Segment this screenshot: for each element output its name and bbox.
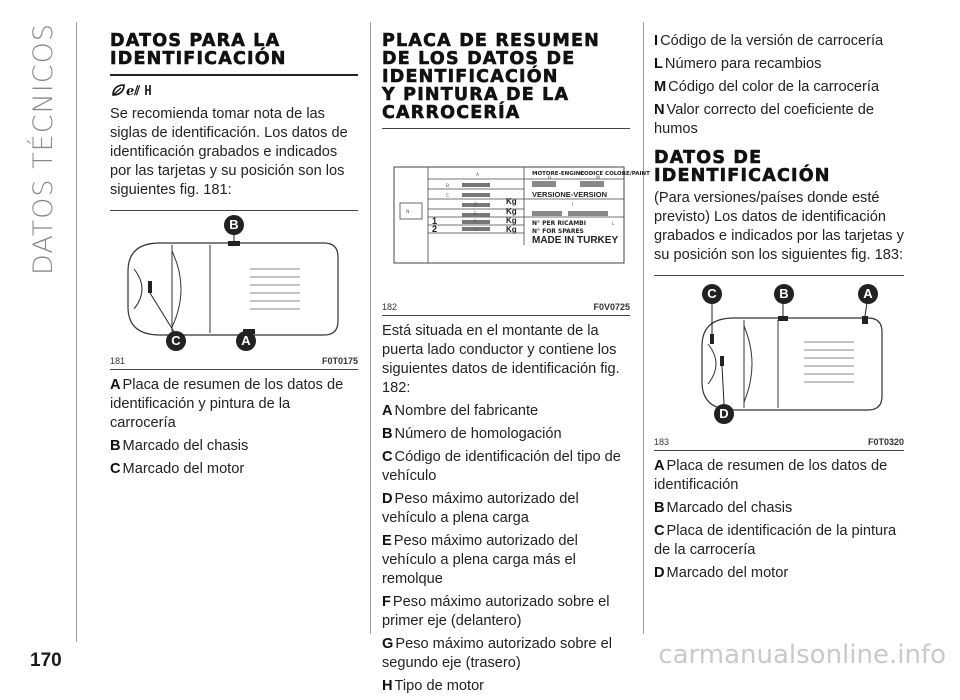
callout-badge: B	[224, 215, 244, 235]
callout-badge: B	[774, 284, 794, 304]
figure-181	[110, 210, 358, 370]
callout-badge: D	[714, 404, 734, 424]
column-divider	[643, 22, 644, 634]
heading-line: DATOS PARA LA	[110, 31, 281, 51]
heading-line: PLACA DE RESUMEN	[382, 31, 601, 51]
svg-text:ℯ⫽: ℯ⫽	[126, 84, 141, 99]
list-item: A Placa de resumen de los datos de identificación	[654, 458, 888, 493]
callout-badge: C	[166, 331, 186, 351]
plate-field-letter: F	[474, 220, 477, 225]
list-item: E Peso máximo autorizado del vehículo a plena carga más el remolque	[382, 533, 578, 587]
list-item: H Tipo de motor	[382, 678, 485, 694]
intro-paragraph: Está situada en el montante de la puerta lado conductor y contiene los siguientes datos de identificación fig. 182:	[382, 323, 620, 396]
figure-number: 183	[654, 437, 670, 447]
list-item: C Marcado del motor	[110, 461, 245, 477]
plate-ricambi: N° PER RICAMBI	[532, 220, 586, 227]
list-item: B Marcado del chasis	[654, 500, 793, 516]
plate-kg: Kg	[506, 197, 517, 206]
section-heading	[110, 32, 358, 68]
callout-badge: A	[236, 331, 256, 351]
column-divider	[370, 22, 371, 634]
plate-kg: Kg	[506, 207, 517, 216]
watermark: carmanualsonline.info	[658, 640, 946, 670]
list-item: N Valor correcto del coeficiente de humos	[654, 102, 874, 137]
plate-row-1: 1	[432, 216, 438, 226]
heading-line: IDENTIFICACIÓN	[110, 49, 287, 69]
plate-codice: CODICE COLORE/PAINT	[580, 171, 650, 177]
column-1	[110, 32, 358, 483]
column-2	[382, 31, 650, 700]
chapter-side-title-text: DATOS TÉCNICOS	[28, 23, 59, 275]
list-item: I Código de la versión de carrocería	[654, 33, 884, 49]
plate-kg: Kg	[506, 216, 517, 225]
heading-line: Y PINTURA DE LA	[382, 85, 570, 105]
plate-made: MADE IN TURKEY	[532, 235, 619, 246]
intro-paragraph: Se recomienda tomar nota de las siglas de identificación. Los datos de identificación grabados e indicados por las tarjetas y su posición son los siguientes fig. 181:	[110, 106, 348, 198]
list-item: D Marcado del motor	[654, 565, 789, 581]
column-3	[654, 32, 904, 587]
plate-spares: N° FOR SPARES	[532, 228, 584, 235]
plate-field-letter: E	[474, 212, 477, 217]
plate-field-letter: I	[572, 203, 574, 208]
heading-line: CARROCERÍA	[382, 103, 521, 123]
plate-field-letter: M	[596, 176, 600, 181]
side-divider	[76, 22, 77, 642]
list-item: B Marcado del chasis	[110, 438, 249, 454]
intro-paragraph: (Para versiones/países donde esté previsto) Los datos de identificación grabados e indicados por las tarjetas y su posición son los siguientes fig. 183:	[654, 190, 904, 263]
heading-line: DATOS DE	[654, 148, 763, 168]
figure-code: F0T0320	[867, 437, 904, 447]
plate-field-letter: N	[406, 210, 410, 215]
list-item: B Número de homologación	[382, 426, 562, 442]
list-item: D Peso máximo autorizado del vehículo a plena carga	[382, 491, 579, 526]
plate-versione: VERSIONE-VERSION	[532, 190, 608, 199]
heading-rule	[382, 128, 630, 129]
list-item: F Peso máximo autorizado sobre el primer eje (delantero)	[382, 594, 610, 629]
figure-182	[382, 145, 650, 316]
figure-number: 182	[382, 302, 398, 312]
figure-code: F0V0725	[593, 302, 630, 312]
plate-field-letter: C	[446, 194, 450, 199]
plate-motore: MOTORE-ENGINE	[532, 171, 585, 177]
callout-badge: C	[702, 284, 722, 304]
plate-field-letter: B	[446, 184, 450, 189]
plate-field-letter: D	[474, 203, 478, 208]
section-heading	[382, 32, 630, 122]
heading-rule	[110, 74, 358, 76]
chapter-side-title	[28, 20, 78, 280]
identification-plate	[382, 145, 650, 295]
plate-field-letter: H	[548, 176, 552, 181]
heading-line: IDENTIFICACIÓN	[654, 166, 831, 186]
section-heading	[654, 149, 904, 185]
plate-row-2: 2	[432, 224, 438, 234]
list-item: M Código del color de la carrocería	[654, 79, 880, 95]
plate-field-letter: L	[612, 222, 615, 227]
list-item: C Placa de identificación de la pintura de la carrocería	[654, 523, 897, 558]
page-number: 170	[30, 650, 62, 671]
figure-183	[654, 275, 904, 451]
list-item: G Peso máximo autorizado sobre el segundo eje (trasero)	[382, 636, 612, 671]
list-item: A Placa de resumen de los datos de identificación y pintura de la carrocería	[110, 377, 344, 431]
plate-field-letter: A	[476, 173, 480, 178]
plate-field-letter: G	[474, 228, 478, 233]
eco-icon	[110, 82, 156, 103]
heading-line: IDENTIFICACIÓN	[382, 67, 559, 87]
list-item: C Código de identificación del tipo de vehículo	[382, 449, 621, 484]
list-item: A Nombre del fabricante	[382, 403, 539, 419]
plate-kg: Kg	[506, 225, 517, 234]
figure-code: F0T0175	[321, 356, 358, 366]
figure-number: 181	[110, 356, 126, 366]
list-item: L Número para recambios	[654, 56, 822, 72]
callout-badge: A	[858, 284, 878, 304]
heading-line: DE LOS DATOS DE	[382, 49, 576, 69]
